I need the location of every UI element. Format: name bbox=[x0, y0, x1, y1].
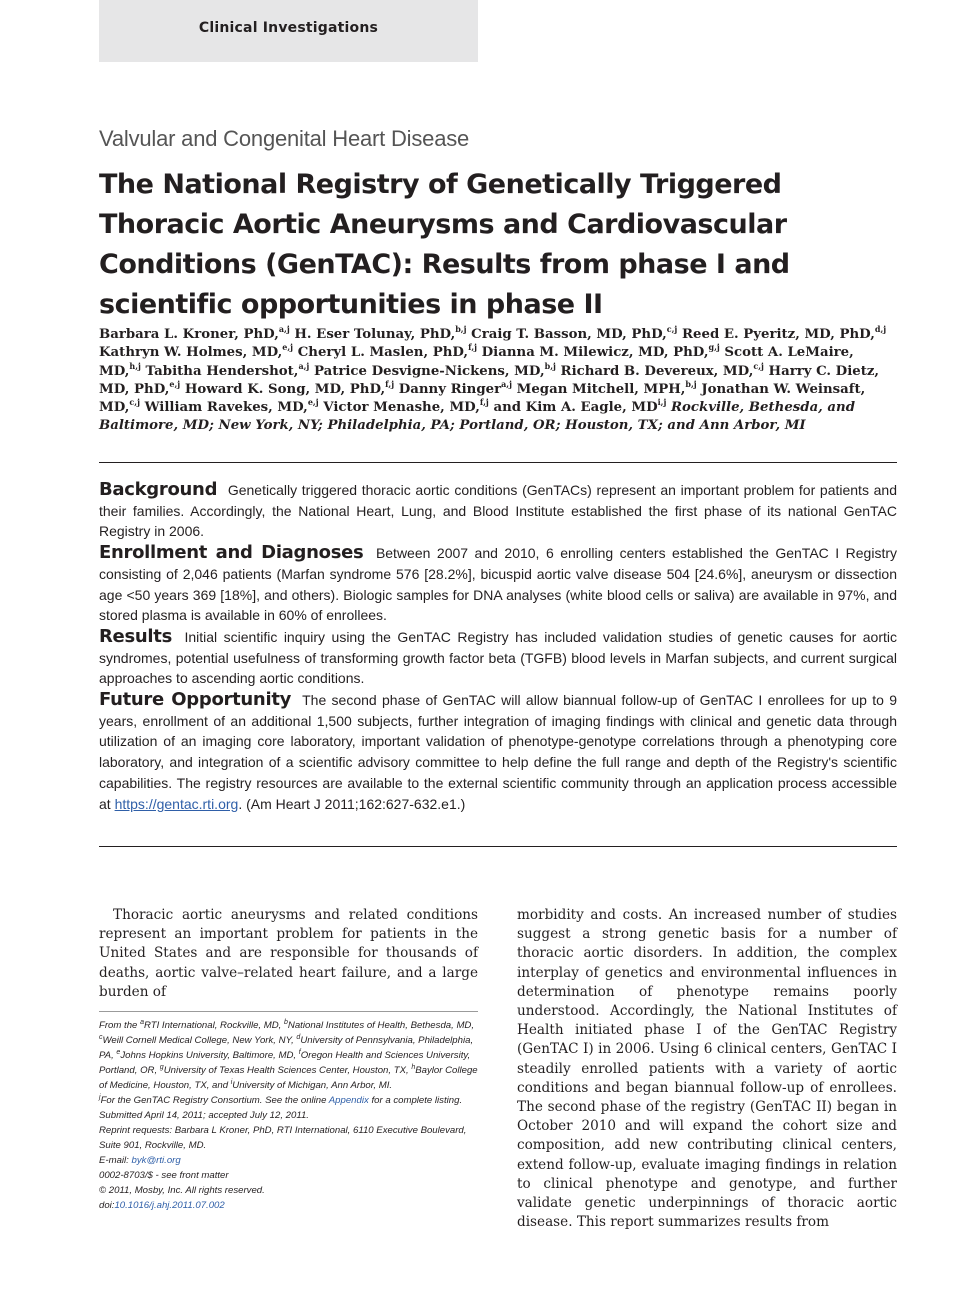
author-name: Reed E. Pyeritz, MD, PhD, bbox=[681, 327, 875, 342]
footnote-from: From the bbox=[99, 1020, 141, 1031]
affiliation-text: Oregon Health and Sciences University, Portland, OR, bbox=[99, 1050, 471, 1076]
author bbox=[481, 342, 720, 361]
article-title: The National Registry of Genetically Triggered Thoracic Aortic Aneurysms and Cardiovascular Conditions (GenTAC): Results from phase I and scientific opportunities in phase II bbox=[99, 169, 790, 320]
author-name: Richard B. Devereux, MD, bbox=[560, 363, 754, 379]
affiliation-text: Johns Hopkins University, Baltimore, MD, bbox=[120, 1050, 299, 1061]
citation: . (Am Heart J 2011;162:627-632.e1.) bbox=[238, 795, 466, 812]
author-affiliation-marker: e,j bbox=[307, 397, 319, 408]
affiliation-text: RTI International, Rockville, MD, bbox=[143, 1020, 285, 1031]
author bbox=[560, 360, 764, 379]
abstract-future bbox=[99, 690, 897, 814]
consortium-text: For the GenTAC Registry Consortium. See the online bbox=[100, 1095, 329, 1106]
author-affiliation-marker: a,j bbox=[298, 360, 310, 371]
author-name: Tabitha Hendershot, bbox=[145, 363, 299, 379]
author bbox=[145, 360, 310, 379]
footnote-email bbox=[99, 1153, 480, 1168]
footnote-marker: j bbox=[99, 1094, 101, 1101]
body-right-column: morbidity and costs. An increased number of studies suggest a strong genetic basis for a number of thoracic aortic disorders. In addition, the complex interplay of genetics and environmental influences in determination of phenotype remains poorly understood. Accordingly, the National Institutes of Health initiated phase I of the GenTAC Registry (GenTAC I) in 2006. Using 6 clinical centers, GenTAC I steadily enrolled patients with a variety of aortic conditions and began biannual follow-up of enrollees. The second phase of the registry (GenTAC II) began in October 2010 and will expand the cohort size and composition, add new contributing clinical centers, extend follow-up, evaluate imaging findings in relation to clinical phenotype and genotype, and further validate genetic underpinnings of thoracic aortic disease. This report summarizes results from bbox=[517, 907, 897, 1231]
author-affiliation-marker: g,j bbox=[708, 342, 720, 353]
author-affiliation-marker: e,j bbox=[282, 342, 294, 353]
author bbox=[99, 342, 294, 361]
author-name: Harry C. Dietz, MD, PhD, bbox=[99, 363, 880, 397]
affiliation-marker: h bbox=[411, 1064, 416, 1071]
author bbox=[681, 324, 887, 342]
footnote-consortium bbox=[99, 1093, 480, 1108]
footnote-doi bbox=[99, 1198, 480, 1213]
abstract-text: Initial scientific inquiry using the GenTAC Registry has included validation studies of genetic causes for aortic syndromes, potential usefulness of transforming growth factor beta (TGFB) blood levels in Marfan subjects, and current surgical approaches to ascending aortic conditions. bbox=[99, 628, 897, 687]
affiliation-text: Weill Cornell Medical College, New York, NY, bbox=[102, 1035, 297, 1046]
author-affiliation-marker: f,j bbox=[468, 342, 478, 353]
author-affiliation-marker: i,j bbox=[657, 397, 667, 408]
author-affiliation-marker: b,j bbox=[455, 324, 467, 334]
footnotes bbox=[99, 1018, 480, 1213]
author-name: Jonathan W. Weinsaft, MD, bbox=[99, 381, 866, 416]
author-name: Craig T. Basson, MD, PhD, bbox=[471, 327, 667, 342]
affiliation-marker: g bbox=[159, 1064, 164, 1071]
affiliation-text: Baylor College of Medicine, Houston, TX, and bbox=[99, 1065, 478, 1091]
footnote-issn: 0002-8703/$ - see front matter bbox=[99, 1170, 229, 1181]
abstract bbox=[99, 480, 897, 815]
author-list bbox=[99, 326, 897, 436]
author bbox=[297, 342, 478, 361]
article-section: Valvular and Congenital Heart Disease bbox=[99, 126, 470, 151]
author bbox=[493, 397, 667, 416]
author bbox=[184, 378, 395, 397]
doi-link[interactable]: 10.1016/j.ahj.2011.07.002 bbox=[114, 1200, 225, 1211]
affiliation-text: National Institutes of Health, Bethesda, MD, bbox=[287, 1020, 475, 1031]
author-name: Danny Ringer bbox=[398, 381, 502, 397]
author-name: Dianna M. Milewicz, MD, PhD, bbox=[481, 345, 709, 361]
affiliation-list bbox=[99, 1020, 478, 1091]
footnote-submitted: Submitted April 14, 2011; accepted July 12, 2011. bbox=[99, 1110, 309, 1121]
body-left-column: Thoracic aortic aneurysms and related conditions represent an important problem for patients in the United States and are responsible for thousands of deaths, aortic valve–related heart failure, and a large burden of bbox=[99, 907, 478, 1000]
journal-section-label: Clinical Investigations bbox=[198, 20, 379, 36]
author bbox=[144, 397, 319, 416]
abstract-heading: Future Opportunity bbox=[99, 689, 292, 711]
author-name: Howard K. Song, MD, PhD, bbox=[184, 381, 386, 397]
author-name: and Kim A. Eagle, MD bbox=[493, 400, 658, 416]
author bbox=[294, 324, 467, 342]
author-affiliation-marker: a,j bbox=[278, 324, 290, 334]
author-affiliation-marker: b,j bbox=[685, 378, 697, 389]
author-name: Megan Mitchell, MPH, bbox=[516, 381, 686, 397]
author-name: Cheryl L. Maslen, PhD, bbox=[297, 345, 469, 361]
affiliation-marker: e bbox=[116, 1049, 121, 1056]
footnote-reprint: Reprint requests: Barbara L Kroner, PhD, RTI International, 6110 Executive Boulevard, Suite 901, Rockville, MD. bbox=[99, 1125, 467, 1151]
abstract-top-rule bbox=[99, 462, 897, 463]
abstract-text: Between 2007 and 2010, 6 enrolling centers established the GenTAC I Registry consisting of 2,046 patients (Marfan syndrome 576 [28.2%], bicuspid aortic valve disease 504 [24.6%], aneurysm or dissection age <50 years 369 [18%], and others). Biologic samples for DNA analyses (white blood cells or saliva) are available in 97%, and stored plasma is available in 60% of enrollees. bbox=[99, 545, 898, 624]
author-affiliation-marker: c,j bbox=[129, 397, 140, 408]
affiliation-text: University of Texas Health Sciences Center, Houston, TX, bbox=[163, 1065, 412, 1076]
author-name: Kathryn W. Holmes, MD, bbox=[99, 345, 283, 361]
affiliation-text: University of Pennsylvania, Philadelphia, PA, bbox=[99, 1035, 474, 1061]
author bbox=[323, 397, 489, 416]
affiliation-marker: a bbox=[140, 1019, 144, 1026]
abstract-heading: Background bbox=[99, 479, 218, 500]
registry-link[interactable]: https://gentac.rti.org bbox=[114, 795, 239, 812]
abstract-enrollment bbox=[99, 543, 897, 626]
author-affiliation-marker: f,j bbox=[479, 397, 489, 408]
email-label: E-mail: bbox=[99, 1155, 132, 1166]
author bbox=[398, 378, 512, 397]
author-affiliation-marker: f,j bbox=[385, 378, 395, 389]
author bbox=[313, 360, 556, 379]
footnote-copyright: © 2011, Mosby, Inc. All rights reserved. bbox=[99, 1185, 265, 1196]
abstract-background bbox=[99, 480, 897, 542]
author-affiliation-marker: c,j bbox=[666, 324, 678, 334]
affiliation-marker: f bbox=[298, 1049, 301, 1056]
abstract-results bbox=[99, 627, 897, 689]
appendix-link[interactable]: Appendix bbox=[328, 1095, 369, 1106]
affiliation-marker: i bbox=[230, 1079, 233, 1086]
author bbox=[471, 324, 678, 342]
abstract-heading: Enrollment and Diagnoses bbox=[99, 542, 364, 564]
author-affiliation-marker: e,j bbox=[169, 378, 181, 389]
affiliation-marker: c bbox=[99, 1034, 103, 1041]
author-affiliation-marker: c,j bbox=[753, 360, 764, 371]
author-name: William Ravekes, MD, bbox=[144, 400, 308, 416]
author-affiliation-marker: d,j bbox=[874, 324, 887, 334]
email-link[interactable]: byk@rti.org bbox=[131, 1155, 181, 1166]
author-affiliation-marker: b,j bbox=[544, 360, 556, 371]
footnote-affiliations bbox=[99, 1018, 480, 1093]
author-name: Barbara L. Kroner, PhD, bbox=[99, 327, 279, 342]
doi-label: doi: bbox=[99, 1200, 115, 1211]
author bbox=[516, 378, 697, 397]
author-affiliation-marker: h,j bbox=[129, 360, 141, 371]
author-name: Scott A. LeMaire, MD, bbox=[99, 345, 854, 379]
footnote-rule bbox=[99, 1011, 478, 1012]
abstract-heading: Results bbox=[99, 625, 172, 647]
abstract-text: The second phase of GenTAC will allow biannual follow-up of GenTAC I enrollees for up to 9 years, enrollment of an additional 1,500 subjects, further integration of imaging findings with clinical and genetic data through utilization of an imaging core laboratory, important validation of phenotype-genotype correlations through a phenotyping core laboratory, and integration of a scientific advisory committee to help define the full range and depth of the Registry's scientific capabilities. The registry resources are available to the external scientific community through an application process accessible at bbox=[99, 692, 898, 812]
affiliation-text: University of Michigan, Ann Arbor, MI. bbox=[232, 1080, 393, 1091]
author-name: Victor Menashe, MD, bbox=[323, 400, 480, 416]
abstract-text: Genetically triggered thoracic aortic conditions (GenTACs) represent an important problem for patients and their families. Accordingly, the National Heart, Lung, and Blood Institute established the first phase of its national GenTAC Registry in 2006. bbox=[99, 482, 897, 540]
consortium-text-end: for a complete listing. bbox=[368, 1095, 463, 1106]
author-locations: Rockville, Bethesda, and Baltimore, MD; New York, NY; Philadelphia, PA; Portland, OR; Houston, TX; and Ann Arbor, MI bbox=[99, 400, 856, 434]
author-affiliation-marker: a,j bbox=[501, 378, 512, 389]
author-name: H. Eser Tolunay, PhD, bbox=[294, 327, 456, 342]
abstract-bottom-rule bbox=[99, 846, 897, 847]
affiliation-marker: b bbox=[284, 1019, 288, 1026]
author-name: Patrice Desvigne-Nickens, MD, bbox=[313, 363, 545, 379]
author bbox=[99, 324, 290, 342]
affiliation-marker: d bbox=[296, 1034, 301, 1041]
